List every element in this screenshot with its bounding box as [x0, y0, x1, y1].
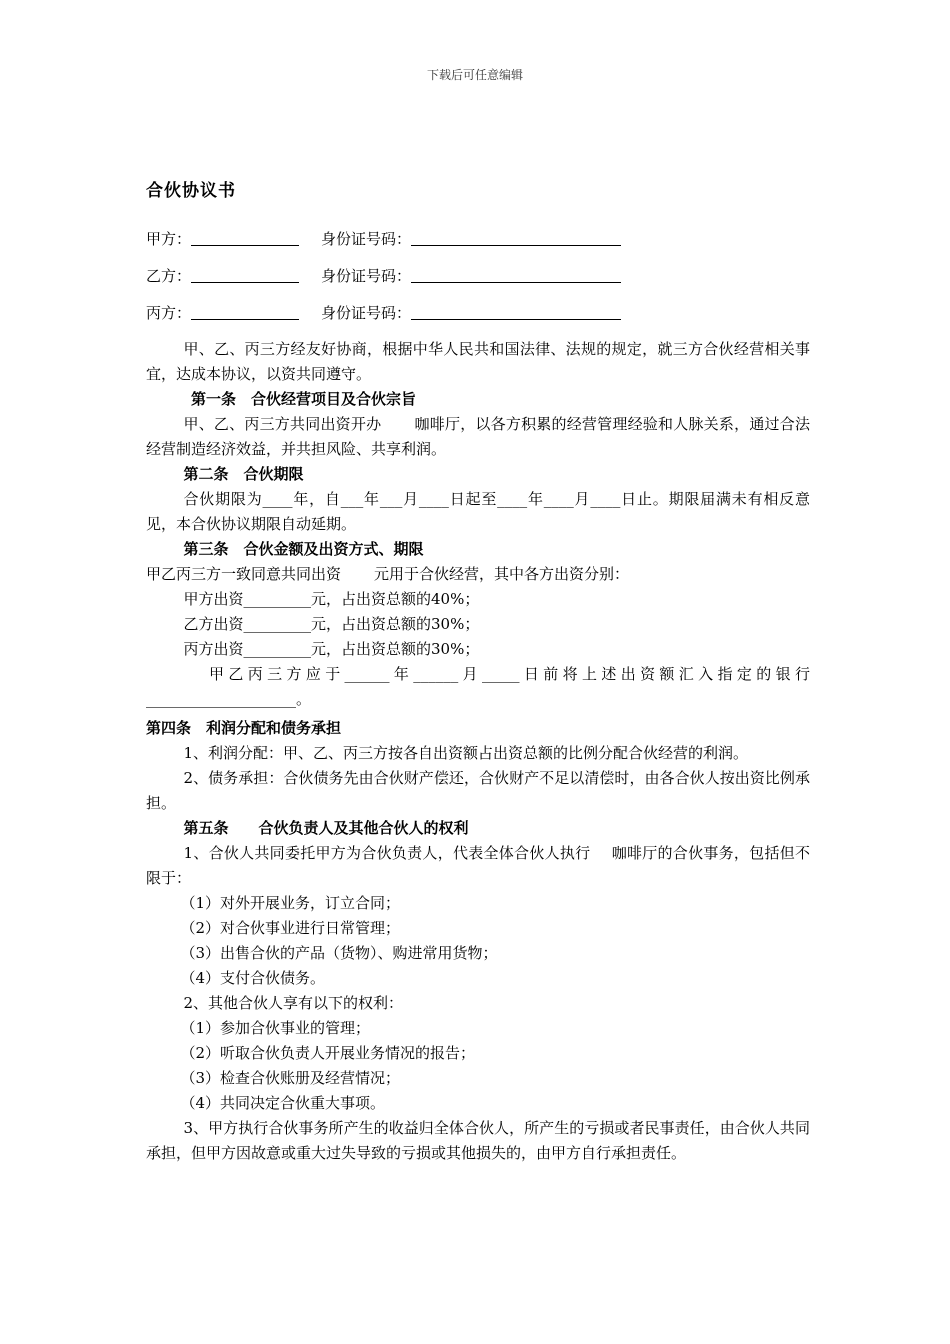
article-4-title: 第四条 利润分配和债务承担 [146, 719, 342, 737]
article-1-title: 第一条 合伙经营项目及合伙宗旨 [191, 390, 417, 408]
article-4-item: 2、债务承担：合伙债务先由合伙财产偿还，合伙财产不足以清偿时，由各合伙人按出资比例承担。 [146, 769, 810, 812]
article-2-text: 合伙期限为____年，自___年___月____日起至____年____月____日止。期限届满未有相反意见，本合伙协议期限自动延期。 [146, 490, 810, 533]
party-row-a [146, 228, 621, 249]
article-3-deadline: 甲乙丙三方应于______年______月_____日前将上述出资额汇入指定的银行____________________。 [146, 665, 810, 708]
party-label: 丙方： [146, 304, 192, 322]
article-3-title: 第三条 合伙金额及出资方式、期限 [183, 540, 424, 558]
share-line: 丙方出资_________元，占出资总额的30%； [183, 640, 480, 658]
party-row-b [146, 265, 621, 286]
list-item: （3）出售合伙的产品（货物）、购进常用货物； [180, 944, 498, 962]
article-5-para-2: 2、其他合伙人享有以下的权利： [183, 994, 404, 1012]
id-label: 身份证号码： [321, 304, 412, 322]
id-blank [411, 305, 621, 320]
list-item: （3）检查合伙账册及经营情况； [180, 1069, 401, 1087]
article-3-text: 甲乙丙三方一致同意共同出资 元用于合伙经营，其中各方出资分别： [146, 565, 630, 583]
article-4-item: 1、利润分配：甲、乙、丙三方按各自出资额占出资总额的比例分配合伙经营的利润。 [183, 744, 749, 762]
name-blank [191, 305, 299, 320]
list-item: （2）对合伙事业进行日常管理； [180, 919, 401, 937]
id-label: 身份证号码： [321, 267, 412, 285]
header-note: 下载后可任意编辑 [426, 68, 523, 82]
id-blank [411, 268, 621, 283]
list-item: （1）对外开展业务，订立合同； [180, 894, 401, 912]
intro-paragraph: 甲、乙、丙三方经友好协商，根据中华人民共和国法律、法规的规定，就三方合伙经营相关事宜，达成本协议，以资共同遵守。 [146, 340, 810, 383]
name-blank [191, 268, 299, 283]
article-2-title: 第二条 合伙期限 [183, 465, 304, 483]
party-row-c [146, 302, 621, 323]
list-item: （4）支付合伙债务。 [180, 969, 326, 987]
document-title: 合伙协议书 [146, 181, 236, 201]
list-item: （2）听取合伙负责人开展业务情况的报告； [180, 1044, 476, 1062]
article-5-title: 第五条 合伙负责人及其他合伙人的权利 [183, 819, 469, 837]
party-label: 乙方： [146, 267, 192, 285]
id-blank [411, 231, 621, 246]
share-line: 乙方出资_________元，占出资总额的30%； [183, 615, 480, 633]
list-item: （1）参加合伙事业的管理； [180, 1019, 371, 1037]
name-blank [191, 231, 299, 246]
share-line: 甲方出资_________元，占出资总额的40%； [183, 590, 480, 608]
agreement-body [146, 337, 810, 1166]
list-item: （4）共同决定合伙重大事项。 [180, 1094, 386, 1112]
id-label: 身份证号码： [321, 230, 412, 248]
article-1-text: 甲、乙、丙三方共同出资开办 咖啡厅，以各方积累的经营管理经验和人脉关系，通过合法经营制造经济效益，并共担风险、共享利润。 [146, 415, 810, 458]
article-5-para-3: 3、甲方执行合伙事务所产生的收益归全体合伙人，所产生的亏损或者民事责任，由合伙人共同承担，但甲方因故意或重大过失导致的亏损或其他损失的，由甲方自行承担责任。 [146, 1119, 810, 1162]
party-label: 甲方： [146, 230, 192, 248]
article-5-para-1: 1、合伙人共同委托甲方为合伙负责人，代表全体合伙人执行 咖啡厅的合伙事务，包括但不限于： [146, 844, 810, 887]
